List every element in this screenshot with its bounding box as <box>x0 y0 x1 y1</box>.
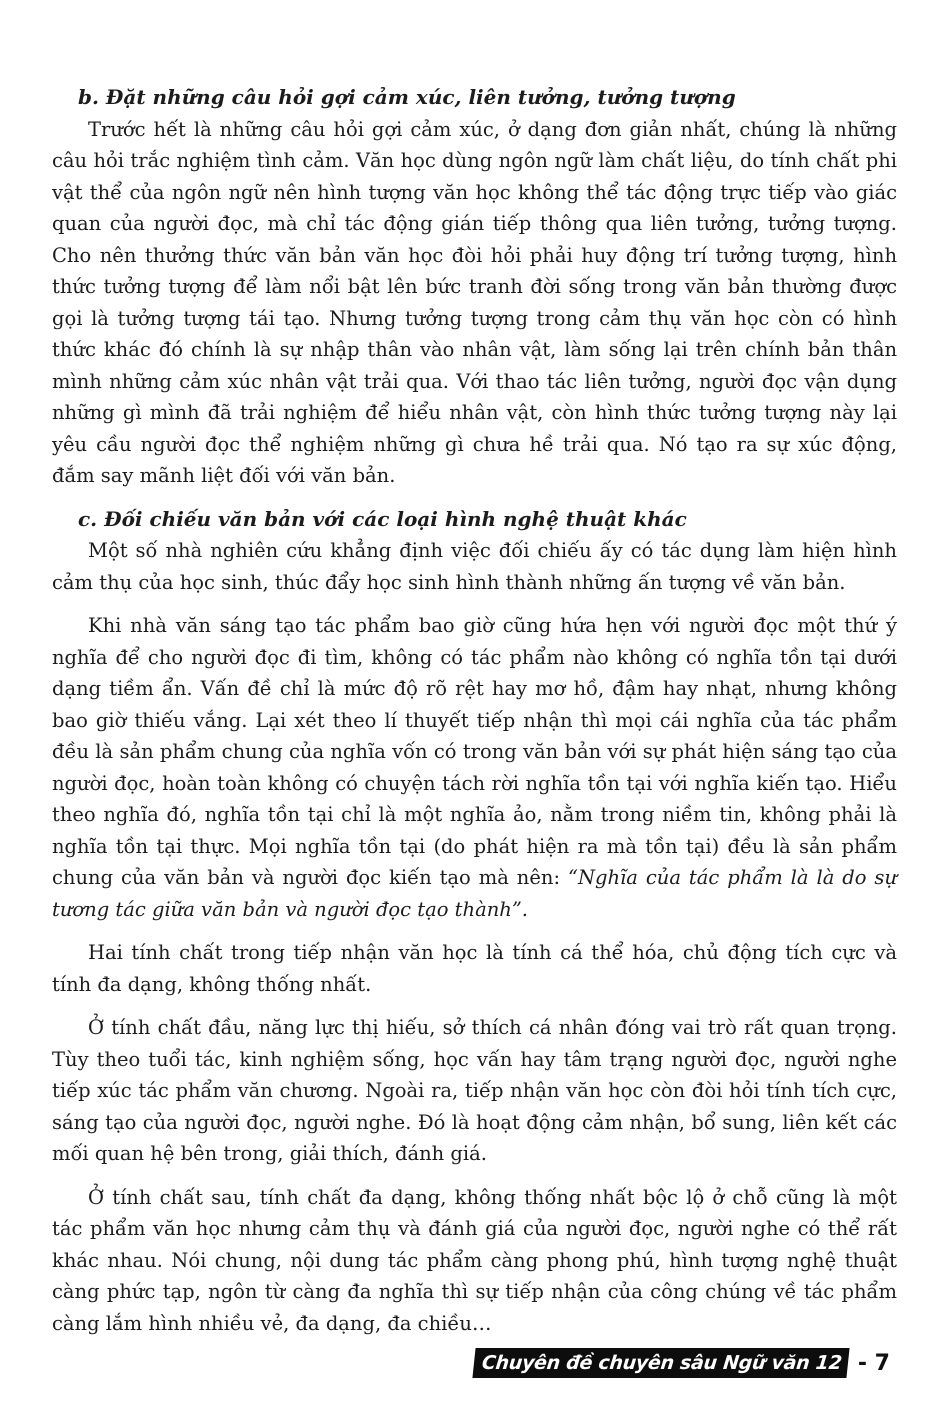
section-c-paragraph-5: Ở tính chất sau, tính chất đa dạng, không thống nhất bộc lộ ở chỗ cũng là một tác phẩm văn học nhưng cảm thụ và đánh giá của người đọc, người nghe có thể rất khác nhau. Nói chung, nội dung tác phẩm càng phong phú, hình tượng nghệ thuật càng phức tạp, ngôn từ càng đa nghĩa thì sự tiếp nhận của công chúng về tác phẩm càng lắm hình nhiều vẻ, đa dạng, đa chiều… <box>52 1185 897 1335</box>
page-footer <box>474 1346 890 1380</box>
page-body <box>52 82 897 1351</box>
book-title-label: Chuyên đề chuyên sâu Ngữ văn 12 <box>473 1348 850 1378</box>
section-c-paragraph-2 <box>52 610 897 925</box>
quotation: “Nghĩa của tác phẩm là là do sự tương tác giữa văn bản và người đọc tạo thành”. <box>52 866 897 921</box>
section-b-paragraph: Trước hết là những câu hỏi gợi cảm xúc, ở dạng đơn giản nhất, chúng là những câu hỏi trắc nghiệm tình cảm. Văn học dùng ngôn ngữ làm chất liệu, do tính chất phi vật thể của ngôn ngữ nên hình tượng văn học không thể tác động trực tiếp vào giác quan của người đọc, mà chỉ tác động gián tiếp thông qua liên tưởng, tưởng tượng. Cho nên thưởng thức văn bản văn học đòi hỏi phải huy động trí tưởng tượng, hình thức tưởng tượng để làm nổi bật lên bức tranh đời sống trong văn bản thường được gọi là tưởng tượng tái tạo. Nhưng tưởng tượng trong cảm thụ văn học còn có hình thức khác đó chính là sự nhập thân vào nhân vật, làm sống lại trên chính bản thân mình những cảm xúc nhân vật trải qua. Với thao tác liên tưởng, người đọc vận dụng những gì mình đã trải nghiệm để hiểu nhân vật, còn hình thức tưởng tượng này lại yêu cầu người đọc thể nghiệm những gì chưa hề trải qua. Nó tạo ra sự xúc động, đắm say mãnh liệt đối với văn bản. <box>52 117 897 487</box>
section-b-heading: b. Đặt những câu hỏi gợi cảm xúc, liên tưởng, tưởng tượng <box>78 85 736 109</box>
section-c-paragraph-1: Một số nhà nghiên cứu khẳng định việc đối chiếu ấy có tác dụng làm hiện hình cảm thụ của học sinh, thúc đẩy học sinh hình thành những ấn tượng về văn bản. <box>52 539 897 594</box>
section-c-paragraph-4: Ở tính chất đầu, năng lực thị hiếu, sở thích cá nhân đóng vai trò rất quan trọng. Tùy theo tuổi tác, kinh nghiệm sống, học vấn hay tâm trạng người đọc, người nghe tiếp xúc tác phẩm văn chương. Ngoài ra, tiếp nhận văn học còn đòi hỏi tính tích cực, sáng tạo của người đọc, người nghe. Đó là hoạt động cảm nhận, bổ sung, liên kết các mối quan hệ bên trong, giải thích, đánh giá. <box>52 1016 897 1165</box>
section-c-heading: c. Đối chiếu văn bản với các loại hình nghệ thuật khác <box>78 506 687 531</box>
paragraph-2-text: Khi nhà văn sáng tạo tác phẩm bao giờ cũng hứa hẹn với người đọc một thứ ý nghĩa để cho người đọc đi tìm, không có tác phẩm nào không có nghĩa tồn tại dưới dạng tiềm ẩn. Vấn đề chỉ là mức độ rõ rệt hay mơ hồ, đậm hay nhạt, nhưng không bao giờ thiếu vắng. Lại xét theo lí thuyết tiếp nhận thì mọi cái nghĩa của tác phẩm đều là sản phẩm chung của nghĩa vốn có trong văn bản với sự phát hiện sáng tạo của người đọc, hoàn toàn không có chuyện tách rời nghĩa tồn tại với nghĩa kiến tạo. Hiểu theo nghĩa đó, nghĩa tồn tại chỉ là một nghĩa ảo, nằm trong niềm tin, không phải là nghĩa tồn tại thực. Mọi nghĩa tồn tại (do phát hiện ra mà tồn tại) đều là sản phẩm chung của văn bản và người đọc kiến tạo mà nên: <box>52 614 897 889</box>
section-c-paragraph-3: Hai tính chất trong tiếp nhận văn học là tính cá thể hóa, chủ động tích cực và tính đa dạng, không thống nhất. <box>52 941 897 996</box>
page-number: - 7 <box>857 1350 890 1376</box>
